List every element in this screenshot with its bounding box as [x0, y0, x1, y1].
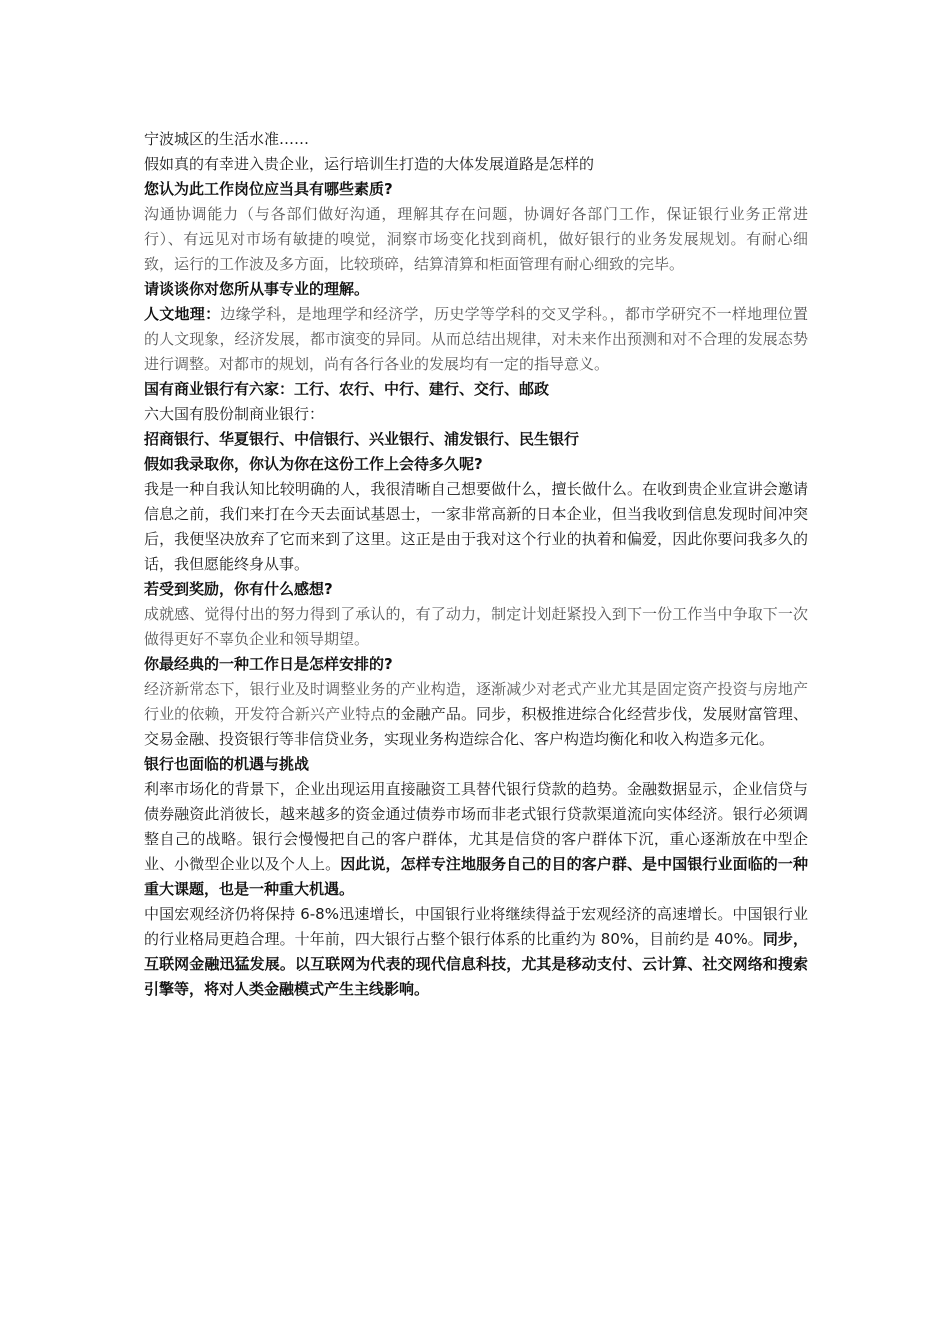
- bank-list: 招商银行、华夏银行、中信银行、兴业银行、浦发银行、民生银行: [144, 430, 580, 448]
- question-heading: 若受到奖励，你有什么感想?: [144, 580, 333, 598]
- answer-paragraph: 沟通协调能力（与各部们做好沟通，理解其存在问题，协调好各部门工作，保证银行业务正常进行）、有远见对市场有敏捷的嗅觉，洞察市场变化找到商机，做好银行的业务发展规划。有耐心细致，运行的工作波及多方面，比较琐碎，结算清算和柜面管理有耐心细致的完毕。: [144, 205, 808, 273]
- answer-paragraph: [144, 902, 808, 1002]
- answer-text: 中国宏观经济仍将保持 6-8%迅速增长，中国银行业将继续得益于宏观经济的高速增长。中国银行业的行业格局更趋合理。十年前，四大银行占整个银行体系的比重约为 80%，目前约是 40%。: [144, 905, 808, 948]
- answer-paragraph: [144, 302, 808, 377]
- document-body: [144, 127, 808, 1002]
- answer-paragraph: [144, 777, 808, 902]
- answer-label: 人文地理：: [144, 305, 221, 323]
- bank-list-heading: 国有商业银行有六家：工行、农行、中行、建行、交行、邮政: [144, 380, 550, 398]
- answer-emphasis: 因此说，怎样专注地服务自己的目的客户群、是中国银行业面临的一种重大课题，也是一种重大机遇。: [144, 855, 808, 898]
- answer-emphasis: 同步，互联网金融迅猛发展。以互联网为代表的现代信息科技，尤其是移动支付、云计算、社交网络和搜索引擎等，将对人类金融模式产生主线影响。: [144, 930, 808, 998]
- answer-paragraph: 成就感、觉得付出的努力得到了承认的，有了动力，制定计划赶紧投入到下一份工作当中争取下一次做得更好不辜负企业和领导期望。: [144, 605, 808, 648]
- answer-text: 利率市场化的背景下，企业出现运用直接融资工具替代银行贷款的趋势。金融数据显示，企业信贷与债券融资此消彼长，越来越多的资金通过债券市场而非老式银行贷款渠道流向实体经济。银行必须调整自己的战略。银行会慢慢把自己的客户群体，尤其是信贷的客户群体下沉，重心逐渐放在中型企业、小微型企业以及个人上。: [144, 780, 808, 873]
- question-heading: 假如我录取你，你认为你在这份工作上会待多久呢?: [144, 455, 483, 473]
- answer-paragraph: 我是一种自我认知比较明确的人，我很清晰自己想要做什么，擅长做什么。在收到贵企业宣讲会邀请信息之前，我们来打在今天去面试基恩士，一家非常高新的日本企业，但当我收到信息发现时间冲突后，我便坚决放弃了它而来到了这里。这正是由于我对这个行业的执着和偏爱，因此你要问我多久的话，我但愿能终身从事。: [144, 480, 808, 573]
- text-line: 六大国有股份制商业银行：: [144, 405, 325, 423]
- question-heading: 银行也面临的机遇与挑战: [144, 755, 310, 773]
- answer-paragraph: [144, 677, 808, 752]
- text-line: 宁波城区的生活水准……: [144, 130, 310, 148]
- question-heading: 您认为此工作岗位应当具有哪些素质?: [144, 180, 393, 198]
- answer-text: 经济新常态下，银行业及时调整业务的产业构造，逐渐减少对老式产业尤其是固定资产投资与房地产行业的依赖，开发符合新兴产业特点: [144, 680, 808, 723]
- answer-text: 的金融产品。同步，积极推进综合化经营步伐，发展财富管理、交易金融、投资银行等非信贷业务，实现业务构造综合化、客户构造均衡化和收入构造多元化。: [144, 705, 808, 748]
- text-line: 假如真的有幸进入贵企业，运行培训生打造的大体发展道路是怎样的: [144, 155, 595, 173]
- answer-text: 边缘学科，是地理学和经济学，历史学等学科的交叉学科。，都市学研究不一样地理位置的人文现象，经济发展，都市演变的异同。从而总结出规律，对未来作出预测和对不合理的发展态势进行调整。对都市的规划，尚有各行各业的发展均有一定的指导意义。: [144, 305, 808, 373]
- question-heading: 你最经典的一种工作日是怎样安排的?: [144, 655, 393, 673]
- question-heading: 请谈谈你对您所从事专业的理解。: [144, 280, 370, 298]
